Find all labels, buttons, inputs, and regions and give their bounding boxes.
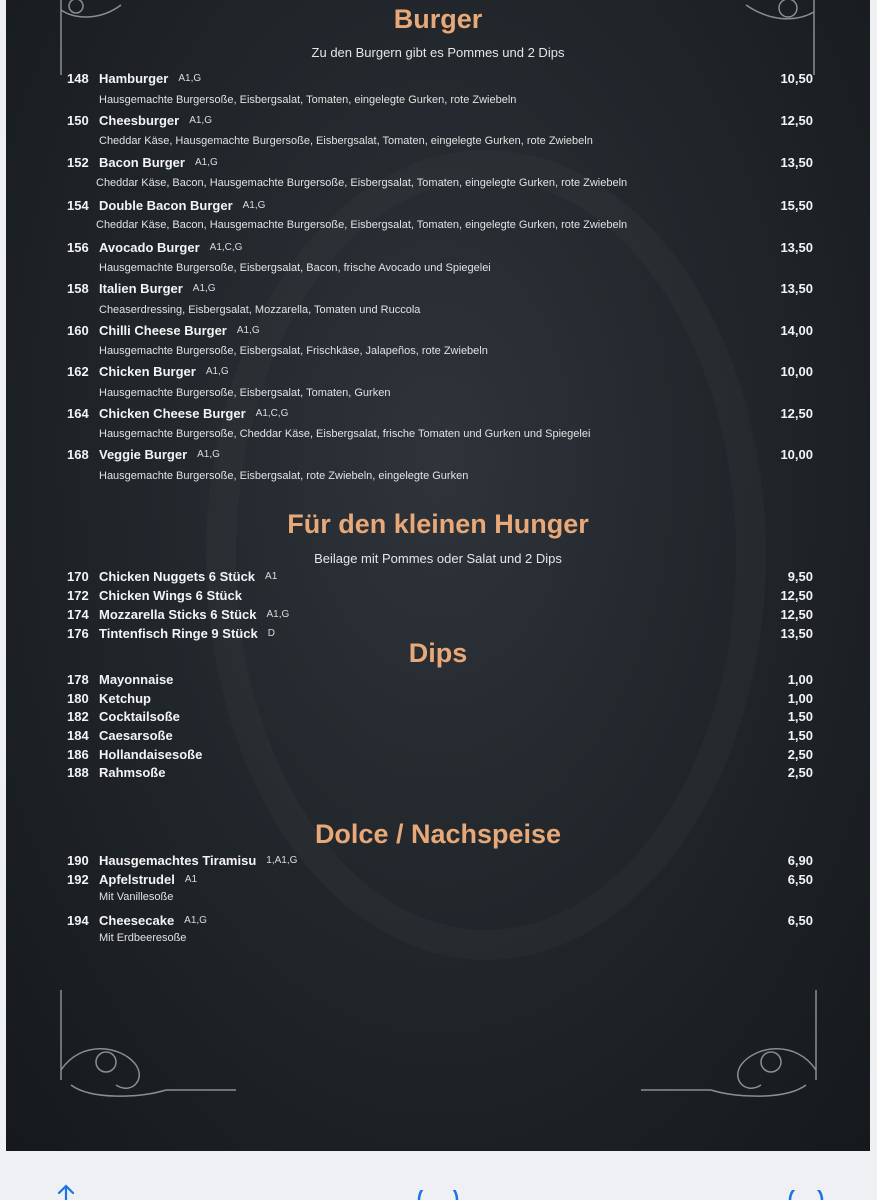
item-description: Mit Vanillesoße xyxy=(99,891,174,903)
item-price: 14,00 xyxy=(780,323,813,338)
item-price: 13,50 xyxy=(780,155,813,170)
menu-item xyxy=(6,281,870,300)
item-number: 178 xyxy=(67,672,89,687)
item-name xyxy=(99,765,165,780)
item-name xyxy=(99,691,151,706)
item-price: 12,50 xyxy=(780,406,813,421)
item-description: Hausgemachte Burgersoße, Eisbergsalat, Frischkäse, Jalapeños, rote Zwiebeln xyxy=(99,345,488,357)
item-number: 180 xyxy=(67,691,89,706)
item-name xyxy=(99,853,297,868)
item-name xyxy=(99,872,197,887)
item-price: 13,50 xyxy=(780,281,813,296)
ornament-bottom-left-icon xyxy=(51,990,251,1110)
item-number: 182 xyxy=(67,709,89,724)
menu-item xyxy=(6,364,870,383)
item-name-text: Caesarsoße xyxy=(99,728,173,743)
item-name-text: Hamburger xyxy=(99,71,169,86)
item-allergens: A1,G xyxy=(197,449,220,460)
item-number: 164 xyxy=(67,406,89,421)
item-name xyxy=(99,323,260,338)
menu-item xyxy=(6,747,870,766)
item-name-text: Cheesecake xyxy=(99,913,175,928)
item-price: 2,50 xyxy=(787,765,813,780)
item-description: Hausgemachte Burgersoße, Eisbergsalat, rote Zwiebeln, eingelegte Gurken xyxy=(99,470,469,482)
item-name-text: Mayonnaise xyxy=(99,672,174,687)
menu-item xyxy=(6,853,870,872)
item-name-text: Italien Burger xyxy=(99,281,183,296)
item-name xyxy=(99,728,173,743)
item-description: Hausgemachte Burgersoße, Eisbergsalat, Tomaten, eingelegte Gurken, rote Zwiebeln xyxy=(99,94,517,106)
item-price: 10,00 xyxy=(780,364,813,379)
section-subtitle-snacks: Beilage mit Pommes oder Salat und 2 Dips xyxy=(314,551,562,566)
menu-item xyxy=(6,691,870,710)
item-price: 10,50 xyxy=(780,71,813,86)
menu-item xyxy=(6,198,870,217)
item-number: 192 xyxy=(67,872,89,887)
menu-item xyxy=(6,765,870,784)
item-price: 12,50 xyxy=(780,588,813,603)
item-name-text: Chilli Cheese Burger xyxy=(99,323,227,338)
item-allergens: A1,G xyxy=(242,200,266,211)
section-title-snacks: Für den kleinen Hunger xyxy=(287,509,589,539)
item-name xyxy=(99,607,289,622)
item-number: 152 xyxy=(67,155,89,170)
menu-item xyxy=(6,447,870,466)
item-name-text: Tintenfisch Ringe 9 Stück xyxy=(99,626,258,641)
item-name-text: Apfelstrudel xyxy=(99,872,175,887)
item-price: 6,90 xyxy=(787,853,813,868)
item-description: Cheaserdressing, Eisbergsalat, Mozzarella, Tomaten und Ruccola xyxy=(99,304,421,316)
item-price: 10,00 xyxy=(780,447,813,462)
menu-item xyxy=(6,569,870,588)
item-name-text: Cocktailsoße xyxy=(99,709,180,724)
item-number: 184 xyxy=(67,728,89,743)
item-price: 13,50 xyxy=(780,240,813,255)
item-allergens: A1,C,G xyxy=(209,242,243,253)
item-name-text: Rahmsoße xyxy=(99,765,166,780)
item-name xyxy=(99,71,201,86)
item-price: 12,50 xyxy=(780,113,813,128)
item-description: Cheddar Käse, Bacon, Hausgemachte Burgersoße, Eisbergsalat, Tomaten, eingelegte Gurken, rote Zwiebeln xyxy=(96,177,628,189)
item-name-text: Bacon Burger xyxy=(99,155,185,170)
item-allergens: A1,G xyxy=(236,325,260,336)
section-title-dips: Dips xyxy=(408,638,468,668)
item-number: 160 xyxy=(67,323,89,338)
menu-item xyxy=(6,113,870,132)
item-name xyxy=(99,588,242,603)
menu-card xyxy=(6,0,870,1151)
item-name-text: Avocado Burger xyxy=(99,240,200,255)
item-allergens: A1,G xyxy=(189,115,212,126)
section-title-dessert: Dolce / Nachspeise xyxy=(314,819,562,849)
item-name-text: Cheesburger xyxy=(99,113,180,128)
item-number: 172 xyxy=(67,588,89,603)
menu-item xyxy=(6,406,870,425)
item-number: 174 xyxy=(67,607,89,622)
menu-item xyxy=(6,607,870,626)
item-number: 162 xyxy=(67,364,89,379)
item-description: Hausgemachte Burgersoße, Cheddar Käse, Eisbergsalat, frische Tomaten und Gurken und Spiegelei xyxy=(99,428,591,440)
item-number: 148 xyxy=(67,71,89,86)
item-price: 6,50 xyxy=(787,872,813,887)
item-allergens: A1,G xyxy=(205,366,229,377)
item-number: 188 xyxy=(67,765,89,780)
item-allergens: A1 xyxy=(184,874,198,885)
item-price: 2,50 xyxy=(787,747,813,762)
item-name-text: Double Bacon Burger xyxy=(99,198,233,213)
item-name xyxy=(99,198,265,213)
item-description: Cheddar Käse, Bacon, Hausgemachte Burgersoße, Eisbergsalat, Tomaten, eingelegte Gurken, rote Zwiebeln xyxy=(96,219,628,231)
item-allergens: A1,G xyxy=(266,609,290,620)
item-number: 156 xyxy=(67,240,89,255)
section-title-burger: Burger xyxy=(393,4,483,34)
menu-item xyxy=(6,240,870,259)
item-price: 1,00 xyxy=(787,691,813,706)
item-name xyxy=(99,155,218,170)
item-price: 1,00 xyxy=(787,672,813,687)
item-name xyxy=(99,672,173,687)
item-number: 176 xyxy=(67,626,89,641)
item-number: 158 xyxy=(67,281,89,296)
menu-item xyxy=(6,728,870,747)
item-number: 170 xyxy=(67,569,89,584)
menu-item xyxy=(6,588,870,607)
item-description: Cheddar Käse, Hausgemachte Burgersoße, Eisbergsalat, Tomaten, eingelegte Gurken, rote Zwiebeln xyxy=(99,135,593,147)
menu-item xyxy=(6,155,870,174)
item-description: Hausgemachte Burgersoße, Eisbergsalat, Bacon, frische Avocado und Spiegelei xyxy=(99,262,491,274)
item-name-text: Veggie Burger xyxy=(99,447,188,462)
item-price: 1,50 xyxy=(787,709,813,724)
section-subtitle-burger: Zu den Burgern gibt es Pommes und 2 Dips xyxy=(311,45,565,60)
menu-item xyxy=(6,872,870,891)
item-name xyxy=(99,281,216,296)
item-name xyxy=(99,747,202,762)
item-price: 13,50 xyxy=(780,626,813,641)
item-name xyxy=(99,240,242,255)
item-name-text: Chicken Cheese Burger xyxy=(99,406,246,421)
center-action-icon[interactable] xyxy=(417,1190,459,1200)
menu-item xyxy=(6,71,870,90)
menu-item xyxy=(6,913,870,932)
item-name-text: Hollandaisesoße xyxy=(99,747,203,762)
item-name-text: Chicken Burger xyxy=(99,364,196,379)
item-allergens: A1,G xyxy=(178,73,202,84)
item-price: 12,50 xyxy=(780,607,813,622)
item-price: 6,50 xyxy=(787,913,813,928)
right-action-icon[interactable] xyxy=(788,1190,824,1200)
item-name xyxy=(99,364,229,379)
item-allergens: A1,G xyxy=(184,915,207,926)
item-allergens: D xyxy=(267,628,275,639)
item-price: 1,50 xyxy=(787,728,813,743)
item-name-text: Ketchup xyxy=(99,691,151,706)
item-name-text: Mozzarella Sticks 6 Stück xyxy=(99,607,257,622)
item-name-text: Chicken Wings 6 Stück xyxy=(99,588,242,603)
item-allergens: A1,G xyxy=(192,283,216,294)
item-name xyxy=(99,569,277,584)
item-price: 15,50 xyxy=(780,198,813,213)
item-number: 186 xyxy=(67,747,89,762)
item-price: 9,50 xyxy=(787,569,813,584)
item-name xyxy=(99,113,212,128)
menu-item xyxy=(6,709,870,728)
menu-item xyxy=(6,672,870,691)
item-number: 168 xyxy=(67,447,89,462)
item-allergens: A1,G xyxy=(194,157,218,168)
item-allergens: 1,A1,G xyxy=(266,855,298,866)
item-allergens: A1,C,G xyxy=(255,408,289,419)
item-name xyxy=(99,709,180,724)
ornament-bottom-right-icon xyxy=(636,990,836,1110)
item-number: 194 xyxy=(67,913,89,928)
item-name xyxy=(99,447,220,462)
item-number: 154 xyxy=(67,198,89,213)
share-icon[interactable] xyxy=(54,1184,78,1200)
item-number: 150 xyxy=(67,113,89,128)
item-allergens: A1 xyxy=(265,571,278,582)
item-name xyxy=(99,406,288,421)
item-description: Hausgemachte Burgersoße, Eisbergsalat, Tomaten, Gurken xyxy=(99,387,391,399)
menu-item xyxy=(6,323,870,342)
item-name-text: Hausgemachtes Tiramisu xyxy=(99,853,257,868)
item-description: Mit Erdbeeresoße xyxy=(99,932,187,944)
item-name-text: Chicken Nuggets 6 Stück xyxy=(99,569,256,584)
item-name xyxy=(99,913,207,928)
item-number: 190 xyxy=(67,853,89,868)
